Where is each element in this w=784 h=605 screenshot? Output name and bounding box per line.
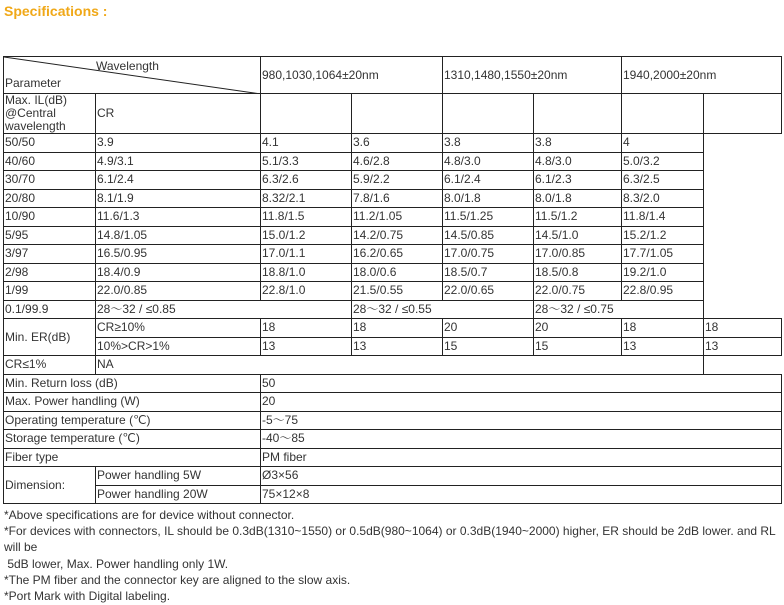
il-value: 17.0/1.1 [261, 245, 352, 264]
il-value: 15.0/1.2 [261, 226, 352, 245]
il-value: 4.6/2.8 [352, 152, 443, 171]
dimension-row-label: Power handling 5W [96, 467, 261, 486]
er-value: 18 [352, 319, 443, 338]
parameter-label: Storage temperature (℃) [4, 430, 261, 449]
wavelength-group-2: 1310,1480,1550±20nm [443, 57, 622, 94]
cr-value: CR≤1% [4, 356, 96, 375]
table-row [4, 411, 782, 430]
il-value: 18.4/0.9 [96, 263, 261, 282]
table-row [4, 430, 782, 449]
dimension-row-label: Power handling 20W [96, 485, 261, 504]
il-value: 3.8 [443, 134, 534, 153]
er-rows [4, 319, 782, 356]
cr-value: 20/80 [4, 189, 96, 208]
il-value: 5.9/2.2 [352, 171, 443, 190]
wavelength-group-1: 980,1030,1064±20nm [261, 57, 443, 94]
il-value: 6.3/2.6 [261, 171, 352, 190]
il-value: 16.2/0.65 [352, 245, 443, 264]
cr-value: CR≥10% [96, 319, 261, 338]
simple-rows [4, 374, 782, 467]
cr-value: 2/98 [4, 263, 96, 282]
specifications-heading: Specifications : [4, 3, 108, 19]
er-value: 13 [622, 337, 704, 356]
note-line: *Port Mark with Digital labeling. [4, 589, 171, 604]
table-row [4, 94, 782, 134]
il-value: 11.2/1.05 [352, 208, 443, 227]
er-value: 13 [261, 337, 352, 356]
er-value: 20 [534, 319, 622, 338]
er-value: 15 [443, 337, 534, 356]
il-value: 3.6 [352, 134, 443, 153]
il-value: 11.6/1.3 [96, 208, 261, 227]
parameter-label: Fiber type [4, 448, 261, 467]
parameter-value: PM fiber [261, 448, 782, 467]
il-value: 28～32 / ≤0.85 [96, 300, 352, 319]
parameter-label: Operating temperature (℃) [4, 411, 261, 430]
cr-value: 10%>CR>1% [96, 337, 261, 356]
notes [4, 507, 780, 604]
il-value: 4.9/3.1 [96, 152, 261, 171]
il-value: 4 [622, 134, 704, 153]
il-value: 6.1/2.3 [534, 171, 622, 190]
dimension-label: Dimension: [4, 467, 96, 504]
il-value: 18.0/0.6 [352, 263, 443, 282]
parameter-value: 20 [261, 393, 782, 412]
cr-value: 40/60 [4, 152, 96, 171]
parameter-value: -40～85 [261, 430, 782, 449]
il-value: 18.5/0.8 [534, 263, 622, 282]
il-value: 22.8/1.0 [261, 282, 352, 301]
table-row [4, 282, 782, 301]
il-value: 7.8/1.6 [352, 189, 443, 208]
il-value: 14.2/0.75 [352, 226, 443, 245]
cr-value: 50/50 [4, 134, 96, 153]
il-rows [4, 134, 782, 301]
il-value: 5.0/3.2 [622, 152, 704, 171]
il-value: 8.0/1.8 [443, 189, 534, 208]
wavelength-group-3: 1940,2000±20nm [622, 57, 782, 94]
table-row [4, 300, 782, 319]
table-row [4, 171, 782, 190]
min-er-label: Min. ER(dB) [4, 319, 96, 356]
cr-header: CR [96, 94, 261, 134]
table-row [4, 245, 782, 264]
il-value: 22.0/0.85 [96, 282, 261, 301]
table-row [4, 152, 782, 171]
il-value: 5.1/3.3 [261, 152, 352, 171]
il-value: 8.3/2.0 [622, 189, 704, 208]
table-row [4, 226, 782, 245]
il-value: 17.0/0.85 [534, 245, 622, 264]
il-value: 4.8/3.0 [534, 152, 622, 171]
parameter-value: -5～75 [261, 411, 782, 430]
table-row [4, 356, 782, 375]
parameter-value: 50 [261, 374, 782, 393]
table-row [4, 393, 782, 412]
il-value: 6.3/2.5 [622, 171, 704, 190]
il-value: 22.0/0.75 [534, 282, 622, 301]
il-value: 4.1 [261, 134, 352, 153]
cr-value: 1/99 [4, 282, 96, 301]
note-line: 5dB lower, Max. Power handling only 1W. [4, 556, 229, 571]
parameter-label: Max. Power handling (W) [4, 393, 261, 412]
il-value: 22.8/0.95 [622, 282, 704, 301]
note-line: *The PM fiber and the connector key are aligned to the slow axis. [4, 572, 351, 587]
max-il-label: Max. IL(dB) @Central wavelength [4, 94, 96, 134]
table-row [4, 448, 782, 467]
il-value: 4.8/3.0 [443, 152, 534, 171]
parameter-label: Min. Return loss (dB) [4, 374, 261, 393]
il-value: 14.8/1.05 [96, 226, 261, 245]
il-value: 8.1/1.9 [96, 189, 261, 208]
table-row [4, 319, 782, 338]
il-value: 14.5/0.85 [443, 226, 534, 245]
er-value: 18 [704, 319, 782, 338]
er-value: 13 [704, 337, 782, 356]
parameter-label: Parameter [5, 76, 62, 90]
note-line: *For devices with connectors, IL should be 0.3dB(1310~1550) or 0.5dB(980~1064) or 0.3dB(1940~2000) higher, ER should be 2dB lower. and RL will be [4, 524, 776, 555]
il-value: 17.0/0.75 [443, 245, 534, 264]
note-line: *Above specifications are for device without connector. [4, 508, 295, 522]
corner-header-cell [4, 57, 261, 94]
wavelength-label: Wavelength [96, 59, 159, 73]
il-value: 11.5/1.25 [443, 208, 534, 227]
il-value: 8.0/1.8 [534, 189, 622, 208]
table-row [4, 208, 782, 227]
dimension-value: 75×12×8 [261, 485, 782, 504]
il-value: 3.9 [96, 134, 261, 153]
il-value: 28～32 / ≤0.55 [352, 300, 534, 319]
table-row [4, 134, 782, 153]
cr-value: 5/95 [4, 226, 96, 245]
dimension-value: Ø3×56 [261, 467, 782, 486]
specifications-table [3, 56, 782, 504]
il-value: 18.5/0.7 [443, 263, 534, 282]
il-value: 14.5/1.0 [534, 226, 622, 245]
il-value: 18.8/1.0 [261, 263, 352, 282]
il-value: 3.8 [534, 134, 622, 153]
table-row [4, 337, 782, 356]
table-row [4, 485, 782, 504]
cr-value: 30/70 [4, 171, 96, 190]
er-value: 20 [443, 319, 534, 338]
il-value: 11.5/1.2 [534, 208, 622, 227]
er-value: 18 [261, 319, 352, 338]
il-value: 11.8/1.4 [622, 208, 704, 227]
table-header-row [4, 57, 782, 94]
il-value: 28～32 / ≤0.75 [534, 300, 704, 319]
er-value: 18 [622, 319, 704, 338]
er-value: NA [96, 356, 704, 375]
il-value: 21.5/0.55 [352, 282, 443, 301]
il-value: 19.2/1.0 [622, 263, 704, 282]
cr-value: 3/97 [4, 245, 96, 264]
table-row [4, 189, 782, 208]
il-value: 6.1/2.4 [443, 171, 534, 190]
table-row [4, 374, 782, 393]
table-row [4, 263, 782, 282]
il-value: 11.8/1.5 [261, 208, 352, 227]
er-value: 13 [352, 337, 443, 356]
il-value: 22.0/0.65 [443, 282, 534, 301]
il-value: 6.1/2.4 [96, 171, 261, 190]
table-row [4, 467, 782, 486]
cr-value: 0.1/99.9 [4, 300, 96, 319]
il-value: 17.7/1.05 [622, 245, 704, 264]
il-value: 15.2/1.2 [622, 226, 704, 245]
il-value: 8.32/2.1 [261, 189, 352, 208]
cr-value: 10/90 [4, 208, 96, 227]
er-value: 15 [534, 337, 622, 356]
il-value: 16.5/0.95 [96, 245, 261, 264]
